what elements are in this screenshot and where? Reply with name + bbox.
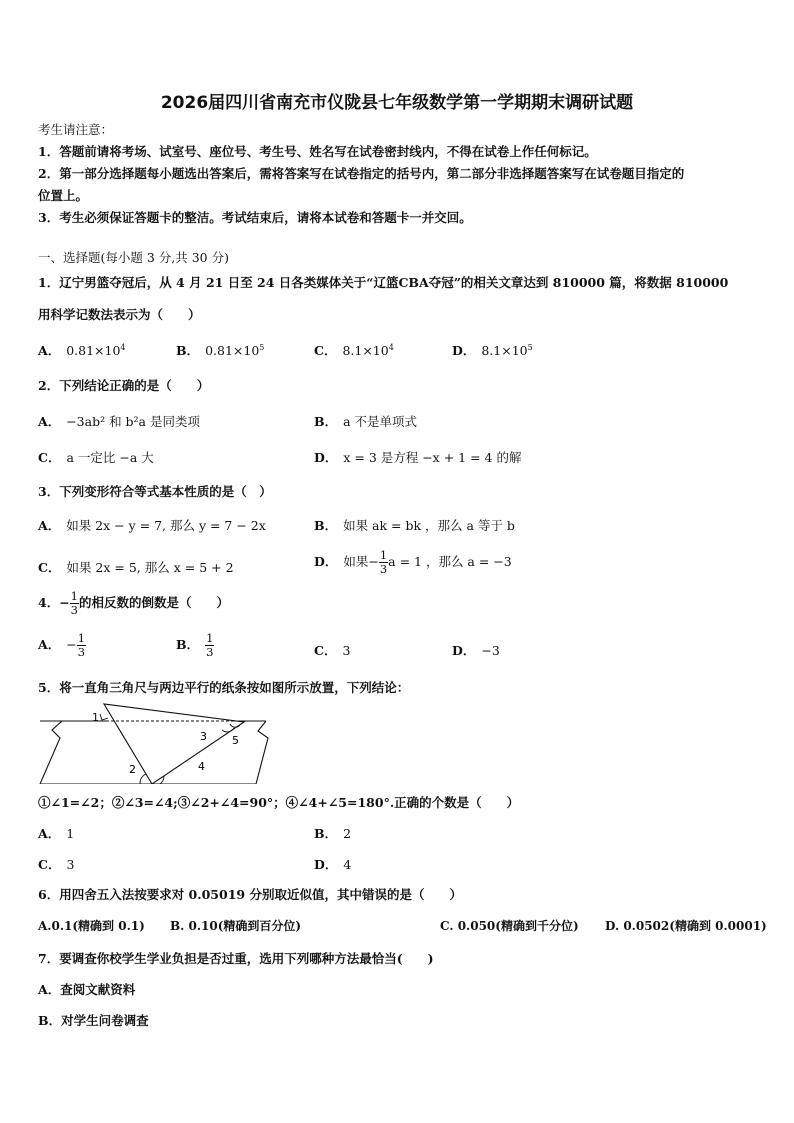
q3-fraction: $\frac{1}{3}$ <box>379 548 388 576</box>
q1-option-c-text: 8.1×10 <box>342 343 389 358</box>
notice-item-2-cont: 位置上。 <box>38 188 89 203</box>
angle-3-arc <box>222 728 234 732</box>
q7-option-b[interactable]: B．对学生问卷调查 <box>38 1013 149 1028</box>
q2-option-d-text: x = 3 是方程 −x + 1 = 4 的解 <box>343 450 522 465</box>
q3-option-c[interactable]: C． 如果 2x = 5, 那么 x = 5 + 2 <box>38 560 234 575</box>
q3-option-a[interactable]: A． 如果 2x − y = 7, 那么 y = 7 − 2x <box>38 518 266 533</box>
q5-option-b[interactable]: B． 2 <box>314 826 352 841</box>
q7-option-a[interactable]: A．查阅文献资料 <box>38 982 136 997</box>
q6-option-c[interactable]: C. 0.050(精确到千分位) <box>440 919 579 933</box>
q1-option-b[interactable]: B． $0.81\times 10^5$ <box>176 342 265 358</box>
q4-stem: 4．− $\frac{1}{3}$ 的相反数的倒数是（ ） <box>38 589 230 617</box>
q2-option-d[interactable]: D． x = 3 是方程 −x + 1 = 4 的解 <box>314 450 522 465</box>
q1-option-a[interactable]: A． $0.81\times 10^4$ <box>38 342 126 358</box>
section-heading: 一、选择题(每小题 3 分,共 30 分) <box>38 250 229 265</box>
q2-option-c-text: a 一定比 −a 大 <box>66 450 154 465</box>
q5-conclusions: ①∠1=∠2；②∠3=∠4;③∠2+∠4=90°；④∠4+∠5=180°.正确的个数是（ ） <box>38 795 520 810</box>
q1-option-c[interactable]: C． $8.1\times 10^4$ <box>314 342 394 358</box>
q2-option-b[interactable]: B． a 不是单项式 <box>314 414 418 429</box>
q4-option-d-text: −3 <box>481 643 500 658</box>
q5-option-a-text: 1 <box>66 826 75 841</box>
q4-option-c[interactable]: C． 3 <box>314 643 351 658</box>
q2-option-a[interactable]: A． −3ab² 和 b²a 是同类项 <box>38 414 200 429</box>
q1-option-a-text: 0.81×10 <box>66 343 121 358</box>
q3-option-b-text: 如果 ak = bk ，那么 a 等于 b <box>343 518 515 533</box>
q2-option-a-text: −3ab² 和 b²a 是同类项 <box>66 414 200 429</box>
angle-label-4: 4 <box>198 760 205 773</box>
q1-option-d[interactable]: D． $8.1\times 10^5$ <box>452 342 533 358</box>
angle-label-3: 3 <box>200 730 207 743</box>
q4-option-b-fraction: $\frac{1}{3}$ <box>206 631 214 659</box>
q4-option-d[interactable]: D． −3 <box>452 643 500 658</box>
q3-option-d[interactable]: D． 如果− $\frac{1}{3}$ a = 1 ，那么 a = −3 <box>314 548 512 576</box>
q5-stem: 5．将一直角三角尺与两边平行的纸条按如图所示放置，下列结论： <box>38 680 410 695</box>
angle-2-arc <box>140 774 146 784</box>
q6-option-a[interactable]: A.0.1(精确到 0.1) <box>38 919 145 933</box>
q4-option-a[interactable]: A． − $\frac{1}{3}$ <box>38 631 86 659</box>
q7-stem: 7．要调查你校学生学业负担是否过重，选用下列哪种方法最恰当( ) <box>38 951 434 966</box>
strip-left-edge <box>40 721 256 784</box>
q6-option-d[interactable]: D. 0.0502(精确到 0.0001) <box>605 919 767 933</box>
q3-option-a-text: 如果 2x − y = 7, 那么 y = 7 − 2x <box>66 518 266 533</box>
q5-figure <box>36 700 271 784</box>
notice-item-2: 2．第一部分选择题每小题选出答案后，需将答案写在试卷指定的括号内，第二部分非选择题答案写在试卷题目指定的 <box>38 166 685 181</box>
q6-stem: 6．用四舍五入法按要求对 0.05019 分别取近似值，其中错误的是（ ） <box>38 887 462 902</box>
q4-option-c-text: 3 <box>342 643 351 658</box>
notice-item-3: 3．考生必须保证答题卡的整洁。考试结束后，请将本试卷和答题卡一并交回。 <box>38 210 472 225</box>
q2-option-c[interactable]: C． a 一定比 −a 大 <box>38 450 154 465</box>
q3-option-b[interactable]: B． 如果 ak = bk ，那么 a 等于 b <box>314 518 515 533</box>
q5-option-c-text: 3 <box>66 857 75 872</box>
q3-option-c-text: 如果 2x = 5, 那么 x = 5 + 2 <box>66 560 234 575</box>
q5-option-a[interactable]: A． 1 <box>38 826 75 841</box>
q6-option-b[interactable]: B. 0.10(精确到百分位) <box>170 919 302 933</box>
q4-option-b[interactable]: B． $\frac{1}{3}$ <box>176 631 214 659</box>
q1-option-b-text: 0.81×10 <box>205 343 260 358</box>
q4-stem-fraction: $\frac{1}{3}$ <box>70 589 78 617</box>
q1-option-d-text: 8.1×10 <box>481 343 528 358</box>
strip-right-edge <box>256 721 268 784</box>
right-angle-mark <box>100 714 108 720</box>
notice-heading: 考生请注意： <box>38 122 114 137</box>
q3-stem: 3．下列变形符合等式基本性质的是（ ） <box>38 484 272 499</box>
angle-label-5: 5 <box>232 734 239 747</box>
q5-option-c[interactable]: C． 3 <box>38 857 75 872</box>
q5-option-b-text: 2 <box>343 826 352 841</box>
set-square <box>104 704 244 784</box>
q4-option-a-fraction: $\frac{1}{3}$ <box>77 631 86 659</box>
q1-stem-line1: 1．辽宁男篮夺冠后，从 4 月 21 日至 24 日各类媒体关于“辽篮CBA夺冠”的相关文章达到 810000 篇，将数据 810000 <box>38 275 729 290</box>
q2-option-b-text: a 不是单项式 <box>343 414 418 429</box>
angle-label-1: 1 <box>92 711 99 724</box>
q5-option-d-text: 4 <box>343 857 352 872</box>
notice-item-1: 1．答题前请将考场、试室号、座位号、考生号、姓名写在试卷密封线内，不得在试卷上作任何标记。 <box>38 144 597 159</box>
q2-stem: 2．下列结论正确的是（ ） <box>38 378 210 393</box>
angle-label-2: 2 <box>129 763 136 776</box>
q5-option-d[interactable]: D． 4 <box>314 857 352 872</box>
q1-stem-line2: 用科学记数法表示为（ ） <box>38 307 201 322</box>
page-title: 2026届四川省南充市仪陇县七年级数学第一学期期末调研试题 <box>160 93 634 113</box>
